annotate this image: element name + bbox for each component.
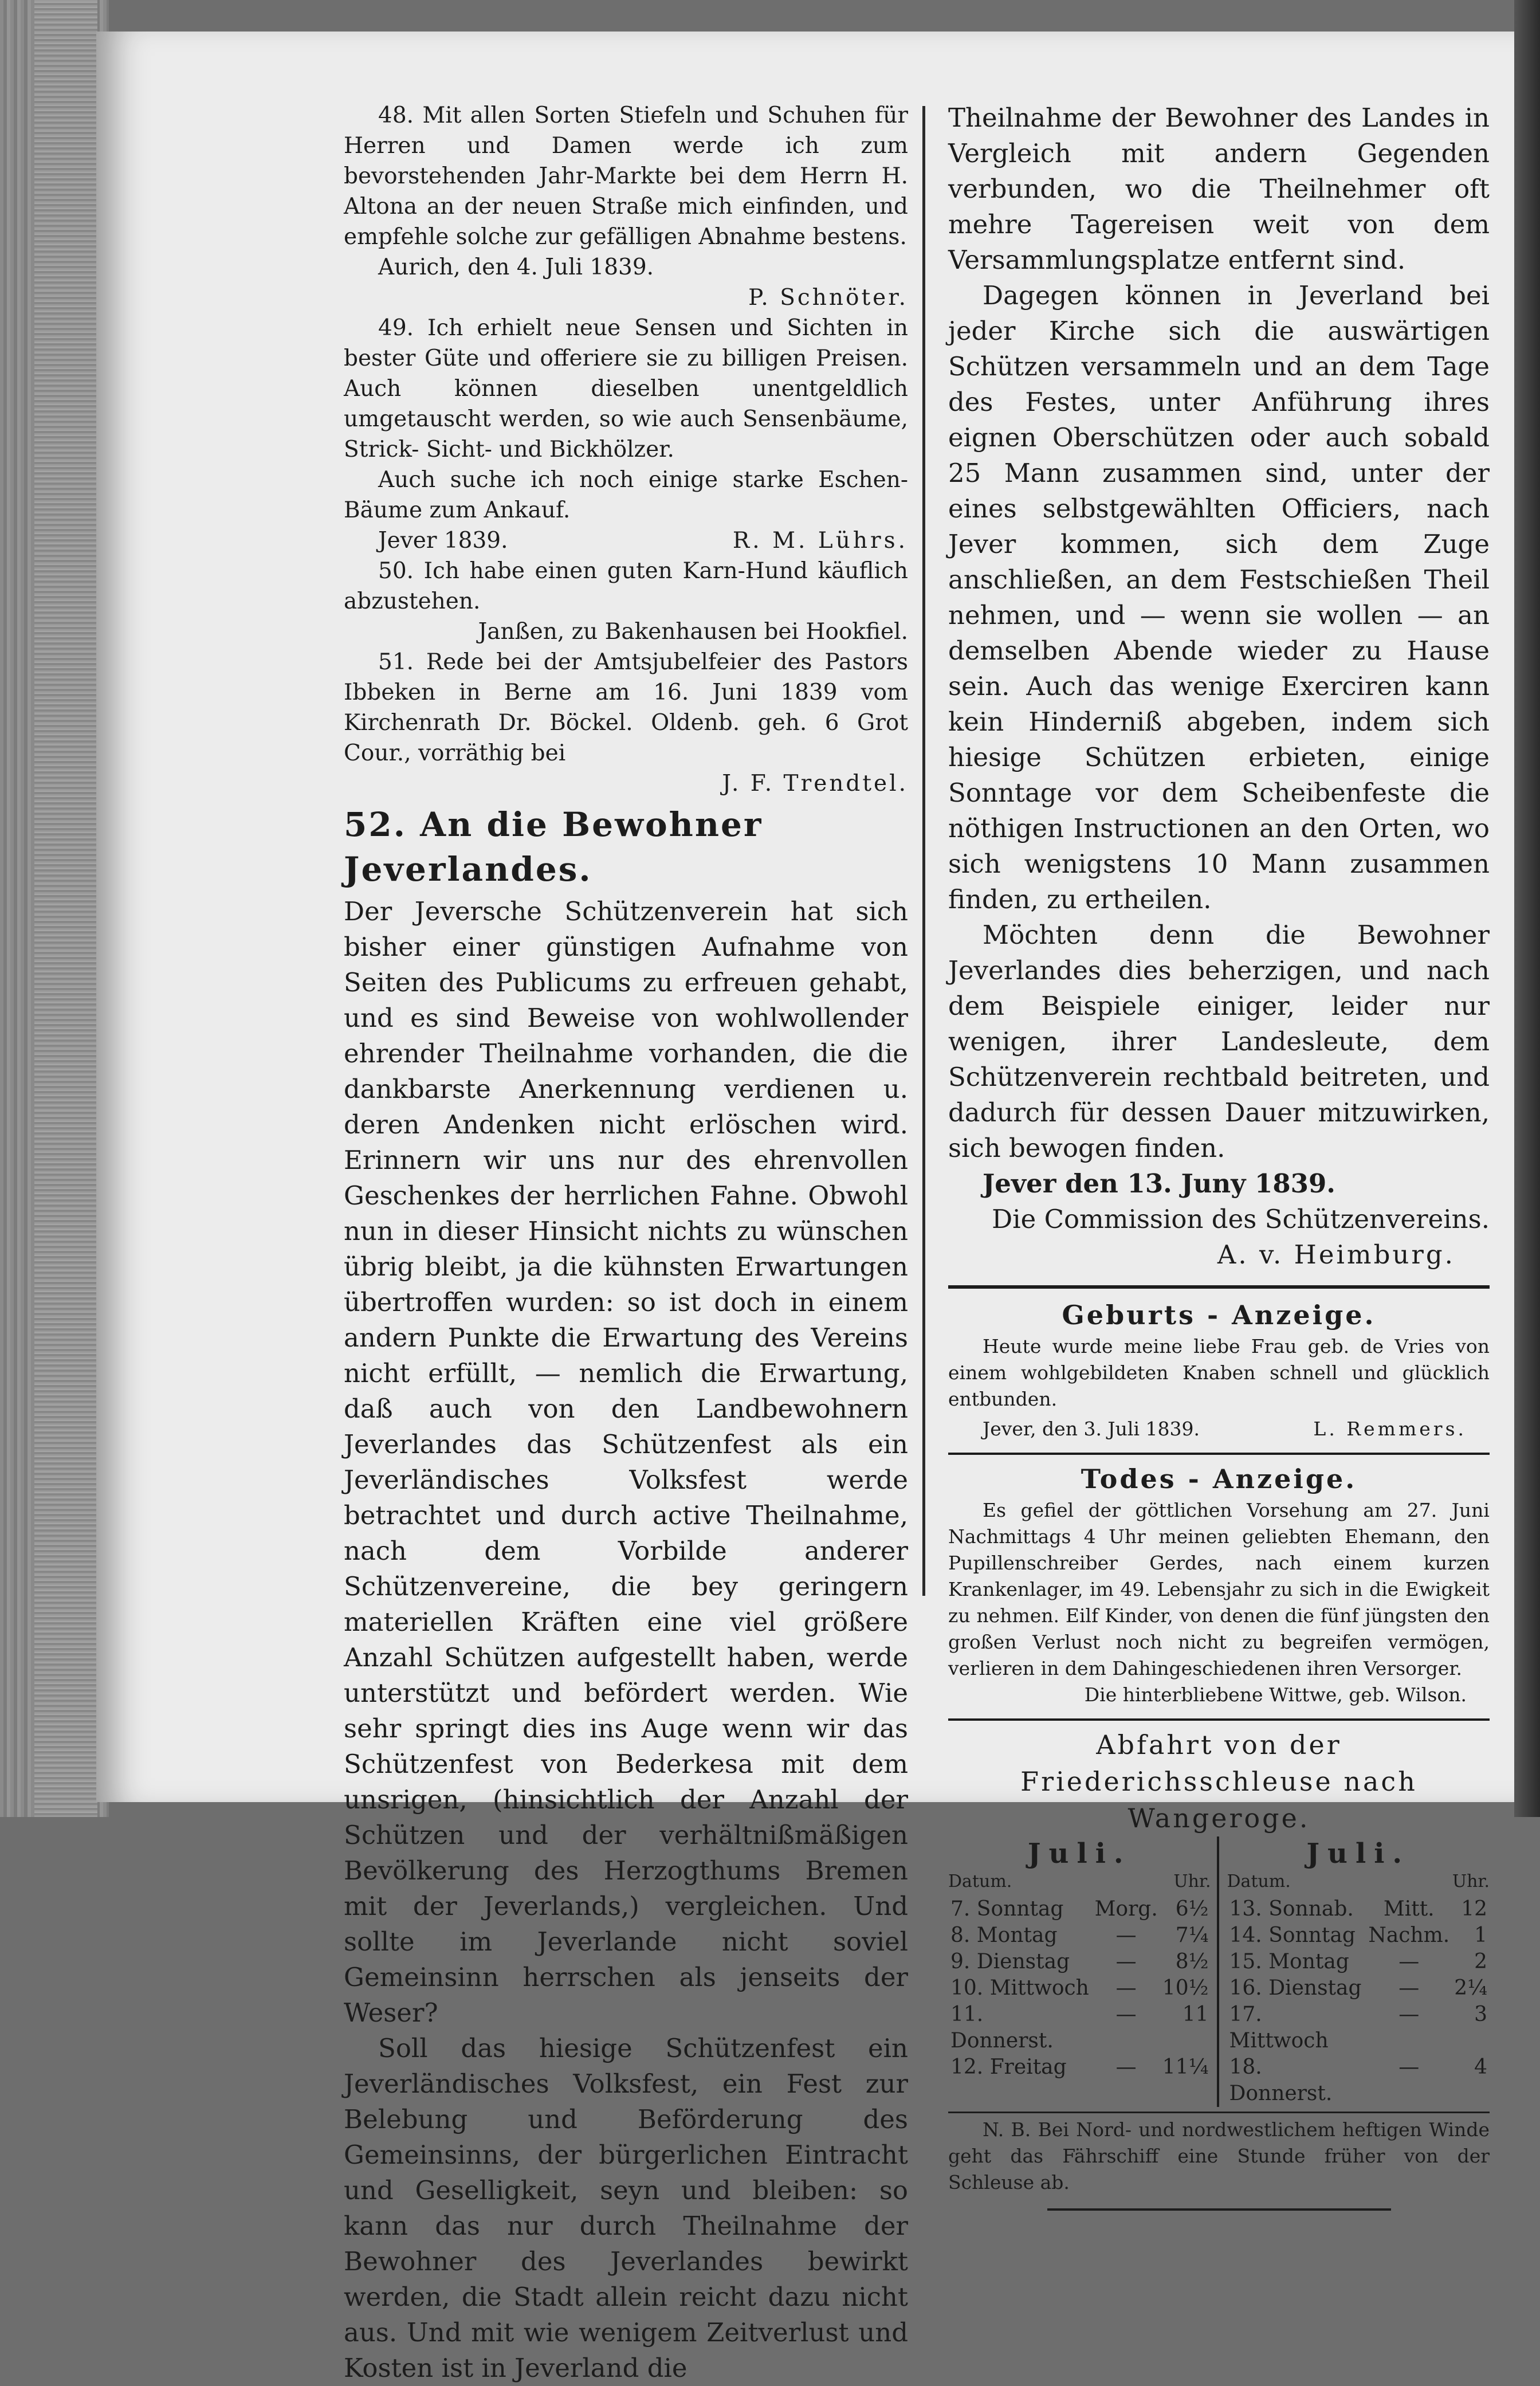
schedule-hour: 7¼ (1175, 1924, 1209, 1947)
ad-49-text: 49. Ich erhielt neue Sensen und Sichten in bester Güte und offeriere sie zu billigen Preisen. Auch können dieselben unentgeldlich umgetauscht werden, so wie auch Sensenbäume, Strick- Sicht- und Bickhölzer. (344, 315, 908, 462)
schedule-row (1227, 1896, 1490, 1922)
schedule-right-half (1219, 1836, 1490, 2107)
birth-signature: L. Remmers. (1313, 1418, 1467, 1440)
schedule-date: 13. Sonnab. (1229, 1897, 1354, 1921)
ad-52-paragraph-3: Dagegen können in Jeverland bei jeder Kirche sich die auswärtigen Schützen versammeln und an dem Tage des Festes, unter Anführung ihres eignen Oberschützen oder auch sobald 25 Mann zusammen sind, unter der eines selbstgewählten Officiers, nach Jever kommen, sich dem Zuge anschließen, an dem Festschießen Theil nehmen, und — wenn sie wollen — an demselben Abende wieder zu Hause sein. Auch das wenige Exerciren kann kein Hinderniß abgeben, indem sich hiesige Schützen erbieten, einige Sonntage vor dem Scheibenfeste die nöthigen Instructionen an den Orten, wo sich wenigstens 10 Mann zusammen finden, zu ertheilen. (948, 280, 1490, 915)
schedule-time-of-day: — (1115, 2003, 1137, 2026)
ad-48-place-date: Aurich, den 4. Juli 1839. (378, 254, 654, 280)
schedule-row (948, 2002, 1211, 2054)
schedule-rows-right (1227, 1896, 1490, 2107)
schedule-date: 16. Dienstag (1229, 1976, 1362, 2000)
ad-50-signature: Janßen, zu Bakenhausen bei Hookfiel. (478, 619, 908, 645)
ad-51-signature: J. F. Trendtel. (722, 771, 908, 796)
schedule-hour: 11¼ (1162, 2055, 1209, 2079)
ad-48 (344, 100, 908, 313)
schedule-month: Juli. (1306, 1838, 1411, 1870)
schedule-hour: 6½ (1175, 1897, 1209, 1921)
schedule-time-of-day: Mitt. (1383, 1897, 1435, 1921)
birth-text: Heute wurde meine liebe Frau geb. de Vries von einem wohlgebildeten Knaben schnell und glücklich entbunden. (948, 1335, 1490, 1410)
schedule-date: 15. Montag (1229, 1950, 1349, 1973)
schedule-col-datum: Datum. (1227, 1871, 1291, 1891)
schedule-hour: 10½ (1162, 1976, 1209, 2000)
schedule-time-of-day: — (1115, 1924, 1137, 1947)
ad-49-text-2: Auch suche ich noch einige starke Eschen-Bäume zum Ankauf. (344, 467, 908, 523)
schedule-date: 9. Dienstag (950, 1950, 1070, 1973)
schedule-time-of-day: — (1115, 1976, 1137, 2000)
section-rule (948, 1285, 1490, 1289)
schedule-date: 11. Donnerst. (950, 2003, 1054, 2053)
ferry-schedule (948, 1726, 1490, 2211)
schedule-date: 7. Sonntag (950, 1897, 1064, 1921)
schedule-hour: 4 (1474, 2055, 1487, 2079)
ad-50-text: 50. Ich habe einen guten Karn-Hund käuflich abzustehen. (344, 558, 908, 614)
schedule-time-of-day: Morg. (1094, 1897, 1158, 1921)
death-signature: Die hinterbliebene Wittwe, geb. Wilson. (1084, 1683, 1467, 1706)
birth-title: Geburts - Anzeige. (1062, 1300, 1376, 1331)
section-rule (948, 1453, 1490, 1455)
ad-52-date: Jever den 13. Juny 1839. (983, 1168, 1335, 1199)
schedule-hour: 1 (1474, 1924, 1487, 1947)
ad-49-place-date: Jever 1839. (378, 528, 508, 554)
death-title: Todes - Anzeige. (1081, 1463, 1357, 1494)
schedule-title: Abfahrt von der Friederichsschleuse nach Wangeroge. (1020, 1729, 1417, 1834)
death-text: Es gefiel der göttlichen Vorsehung am 27. Juni Nachmittags 4 Uhr meinen geliebten Ehemann, den Pupillenschreiber Gerdes, nach einem kurzen Krankenlager, im 49. Lebensjahr zu sich in die Ewigkeit zu nehmen. Eilf Kinder, von denen die fünf jüngsten den großen Verlust noch nicht zu begreifen vermögen, verlieren in dem Dahingeschiedenen ihren Versorger. (948, 1499, 1490, 1679)
schedule-date: 8. Montag (950, 1924, 1058, 1947)
section-rule (948, 2112, 1490, 2113)
binding-cloth (34, 0, 97, 1817)
schedule-hour: 12 (1461, 1897, 1487, 1921)
schedule-row (1227, 2054, 1490, 2107)
ad-52-commission: Die Commission des Schützenvereins. (992, 1204, 1490, 1234)
ad-49-signature: R. M. Lührs. (732, 528, 908, 554)
death-announcement (948, 1461, 1490, 1708)
ad-48-text: 48. Mit allen Sorten Stiefeln und Schuhen für Herren und Damen werde ich zum bevorstehenden Jahr-Markte bei dem Herrn H. Altona an der neuen Straße mich einfinden, und empfehle solche zur gefälligen Abnahme bestens. (344, 103, 908, 250)
schedule-date: 14. Sonntag (1229, 1924, 1356, 1947)
book-binding (0, 0, 109, 1817)
schedule-row (1227, 1949, 1490, 1975)
ad-52 (344, 802, 908, 2386)
column-divider (922, 106, 925, 1596)
schedule-row (948, 2054, 1211, 2081)
schedule-col-datum: Datum. (948, 1871, 1012, 1891)
schedule-hour: 11 (1182, 2003, 1209, 2026)
ad-52-paragraph-4: Möchten denn die Bewohner Jeverlandes dies beherzigen, und nach dem Beispiele einiger, leider nur wenigen, ihrer Landesleute, dem Schützenverein rechtbald beitreten, und dadurch für dessen Dauer mitzuwirken, sich bewogen finden. (948, 920, 1490, 1163)
schedule-hour: 8½ (1175, 1950, 1209, 1973)
schedule-row (948, 1949, 1211, 1975)
schedule-time-of-day: — (1398, 1976, 1420, 2000)
schedule-date: 10. Mittwoch (950, 1976, 1089, 2000)
section-rule (948, 1718, 1490, 1721)
schedule-time-of-day: — (1398, 1950, 1420, 1973)
schedule-row (1227, 1922, 1490, 1949)
ad-52-continued (948, 100, 1490, 1273)
schedule-col-uhr: Uhr. (1452, 1871, 1490, 1891)
birth-place-date: Jever, den 3. Juli 1839. (983, 1418, 1200, 1440)
ad-49 (344, 313, 908, 556)
ad-51-text: 51. Rede bei der Amtsjubelfeier des Pastors Ibbeken in Berne am 16. Juni 1839 vom Kirchenrath Dr. Böckel. Oldenb. geh. 6 Grot Cour., vorräthig bei (344, 649, 908, 766)
schedule-date: 12. Freitag (950, 2055, 1067, 2079)
schedule-row (948, 1896, 1211, 1922)
ad-52-signature: A. v. Heimburg. (1217, 1239, 1455, 1270)
schedule-note: N. B. Bei Nord- und nordwestlichem heftigen Winde geht das Fährschiff eine Stunde früher von der Schleuse ab. (948, 2118, 1490, 2193)
ad-48-signature: P. Schnöter. (748, 285, 908, 311)
right-column (948, 100, 1490, 2211)
schedule-row (948, 1922, 1211, 1949)
schedule-rows-left (948, 1896, 1211, 2081)
schedule-month: Juli. (1027, 1838, 1132, 1870)
schedule-table (948, 1836, 1490, 2107)
ad-52-paragraph-2: Soll das hiesige Schützenfest ein Jeverländisches Volksfest, ein Fest zur Belebung und Beförderung des Gemeinsinns, der bürgerlichen Eintracht und Geselligkeit, seyn und bleiben: so kann das nur durch Theilnahme der Bewohner des Jeverlandes bewirkt werden, die Stadt allein reicht dazu nicht aus. Und mit wie wenigem Zeitverlust und Kosten ist in Jeverland die (344, 2033, 908, 2383)
birth-announcement (948, 1297, 1490, 1442)
schedule-hour: 2¼ (1454, 1976, 1487, 2000)
schedule-time-of-day: — (1115, 2055, 1137, 2079)
schedule-date: 18. Donnerst. (1229, 2055, 1333, 2105)
ad-51 (344, 647, 908, 799)
schedule-col-uhr: Uhr. (1173, 1871, 1211, 1891)
schedule-row (948, 1975, 1211, 2002)
schedule-row (1227, 2002, 1490, 2054)
schedule-hour: 2 (1474, 1950, 1487, 1973)
page-edge (1514, 0, 1540, 1817)
schedule-time-of-day: — (1115, 1950, 1137, 1973)
ad-52-title: 52. An die Bewohner Jeverlandes. (344, 805, 763, 889)
schedule-date: 17. Mittwoch (1229, 2003, 1329, 2053)
ad-52-paragraph-1: Der Jeversche Schützenverein hat sich bisher einer günstigen Aufnahme von Seiten des Publicums zu erfreuen gehabt, und es sind Beweise von wohlwollender ehrender Theilnahme vorhanden, die die dankbarste Anerkennung verdienen u. deren Andenken nicht erlöschen wird. Erinnern wir uns nur des ehrenvollen Geschenkes der herrlichen Fahne. Obwohl nun in dieser Hinsicht nichts zu wünschen übrig bleibt, ja die kühnsten Erwartungen übertroffen wurden: so ist doch in einem andern Punkte die Erwartung des Vereins nicht erfüllt, — nemlich die Erwartung, daß auch von den Landbewohnern Jeverlandes das Schützenfest als ein Jeverländisches Volksfest werde betrachtet und durch active Theilnahme, nach dem Vorbilde anderer Schützenvereine, die bey geringern materiellen Kräften eine viel größere Anzahl Schützen aufgestellt haben, werde unterstützt und befördert werden. Wie sehr springt dies ins Auge wenn wir das Schützenfest von Bederkesa mit dem unsrigen, (hinsichtlich der Anzahl der Schützen und der verhältnißmäßigen Bevölkerung des Herzogthums Bremen mit der Jeverlands,) vergleichen. Und sollte im Jeverlande nicht soviel Gemeinsinn herrschen als jenseits der Weser? (344, 896, 908, 2028)
schedule-time-of-day: — (1398, 2003, 1420, 2026)
schedule-time-of-day: — (1398, 2055, 1420, 2079)
schedule-time-of-day: Nachm. (1368, 1924, 1450, 1947)
ad-52-continuation: Theilnahme der Bewohner des Landes in Vergleich mit andern Gegenden verbunden, wo die Theilnehmer oft mehre Tagereisen weit von dem Versammlungsplatze entfernt sind. (948, 103, 1490, 275)
ad-50 (344, 556, 908, 647)
schedule-row (1227, 1975, 1490, 2002)
left-column (344, 100, 908, 2386)
schedule-hour: 3 (1474, 2003, 1487, 2026)
schedule-left-half (948, 1836, 1219, 2107)
end-rule (1047, 2208, 1391, 2211)
